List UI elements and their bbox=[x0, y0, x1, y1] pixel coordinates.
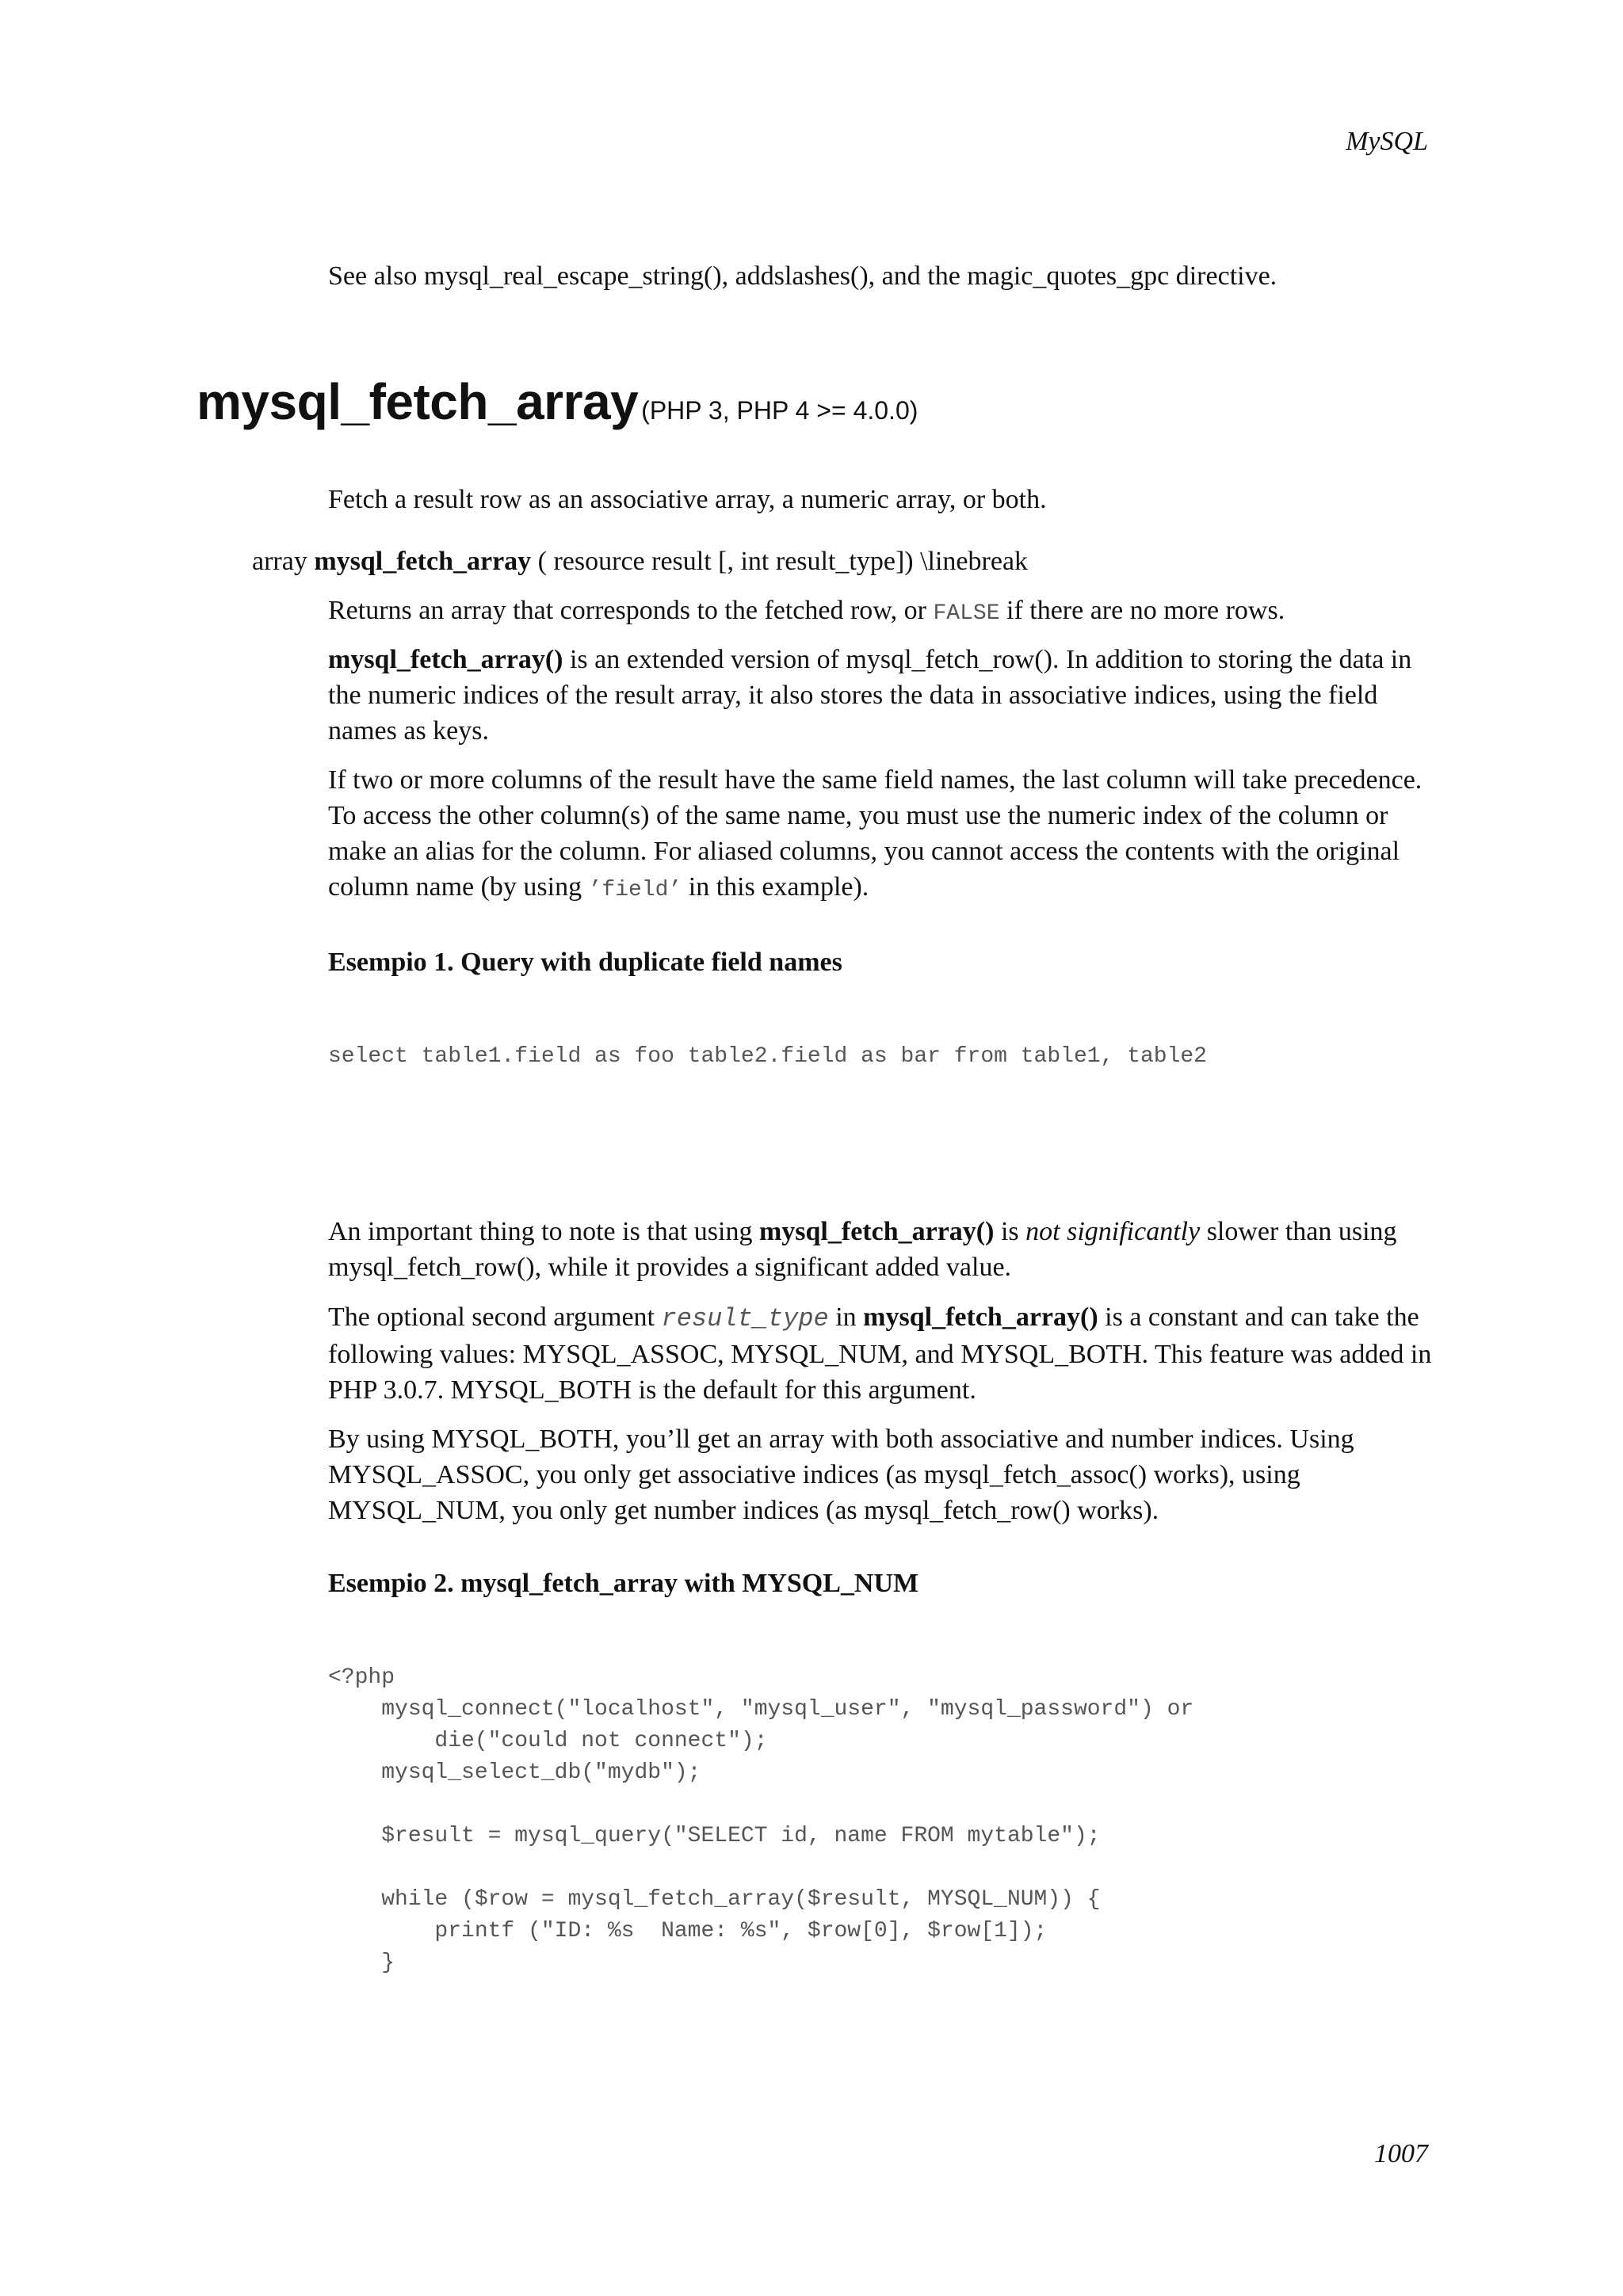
mysql-both-paragraph: By using MYSQL_BOTH, you’ll get an array with both associative and number indices. Using MYSQL_ASSOC, you only get associative indices (as mysql_fetch_assoc() works), using MYSQL_NUM, you only get number indices (as mysql_fetch_row() works). bbox=[328, 1425, 1354, 1525]
para5-text-b: in bbox=[828, 1302, 864, 1332]
para4-text-b: is bbox=[994, 1217, 1026, 1246]
para2-function-ref: mysql_fetch_array() bbox=[328, 645, 563, 674]
result-type-argument: result_type bbox=[661, 1304, 829, 1333]
see-also-paragraph: See also mysql_real_escape_string(), addslashes(), and the magic_quotes_gpc directive. bbox=[328, 261, 1277, 291]
function-synopsis bbox=[252, 547, 1028, 577]
example-1-code: select table1.field as foo table2.field as bar from table1, table2 bbox=[328, 1044, 1207, 1069]
para5-function-ref: mysql_fetch_array() bbox=[863, 1302, 1098, 1332]
para4-emphasis: not significantly bbox=[1025, 1217, 1201, 1246]
extended-version-paragraph bbox=[328, 642, 1438, 749]
para5-text-a: The optional second argument bbox=[328, 1302, 662, 1332]
para4-text-c: slower than using mysql_fetch_row(), while it provides a significant added value. bbox=[328, 1217, 1397, 1282]
para2-text: is an extended version of mysql_fetch_row(). In addition to storing the data in the numeric indices of the result array, it also stores the data in associative indices, using the field names as keys. bbox=[328, 645, 1412, 746]
para5-text-c: is a constant and can take the following values: MYSQL_ASSOC, MYSQL_NUM, and MYSQL_BOTH. This feature was added in PHP 3.0.7. MYSQL_BOTH is the default for this argument. bbox=[328, 1302, 1432, 1405]
false-literal: FALSE bbox=[933, 601, 1000, 626]
para4-function-ref: mysql_fetch_array() bbox=[758, 1217, 995, 1246]
para1-text-a: Returns an array that corresponds to the fetched row, or bbox=[328, 596, 934, 625]
return-value-paragraph bbox=[328, 593, 1438, 631]
synopsis-function-name: mysql_fetch_array bbox=[314, 547, 532, 576]
para4-text-a: An important thing to note is that using bbox=[328, 1217, 759, 1246]
example-2-title: Esempio 2. mysql_fetch_array with MYSQL_NUM bbox=[328, 1569, 919, 1598]
field-literal: ’field’ bbox=[588, 878, 682, 902]
example-1-title: Esempio 1. Query with duplicate field names bbox=[328, 948, 842, 977]
function-description: Fetch a result row as an associative array, a numeric array, or both. bbox=[328, 485, 1047, 514]
version-info: (PHP 3, PHP 4 >= 4.0.0) bbox=[641, 396, 918, 425]
result-type-paragraph bbox=[328, 1299, 1438, 1408]
synopsis-return-type: array bbox=[252, 547, 307, 576]
function-heading bbox=[197, 372, 918, 431]
example-2-code: <?php mysql_connect("localhost", "mysql_user", "mysql_password") or die("could not connect"); mysql_select_db("mydb"); $result = mysql_query("SELECT id, name FROM mytable"); while ($row = mysql_fetch_array($result, MYSQL_NUM)) { printf ("ID: %s Name: %s", $row[0], $row[1]); } bbox=[328, 1665, 1194, 1975]
page-number: 1007 bbox=[1374, 2139, 1428, 2168]
running-head: MySQL bbox=[1346, 127, 1428, 156]
duplicate-columns-paragraph bbox=[328, 762, 1438, 908]
synopsis-params: ( resource result [, int result_type]) \linebreak bbox=[537, 547, 1029, 576]
para3-text-b: in this example). bbox=[682, 872, 869, 902]
para3-text-a: If two or more columns of the result have the same field names, the last column will take precedence. To access the other column(s) of the same name, you must use the numeric index of the column or make an alias for the column. For aliased columns, you cannot access the contents with the original column name (by using bbox=[328, 765, 1423, 902]
function-title: mysql_fetch_array bbox=[197, 373, 639, 430]
para1-text-b: if there are no more rows. bbox=[999, 596, 1285, 625]
performance-note-paragraph bbox=[328, 1214, 1438, 1285]
